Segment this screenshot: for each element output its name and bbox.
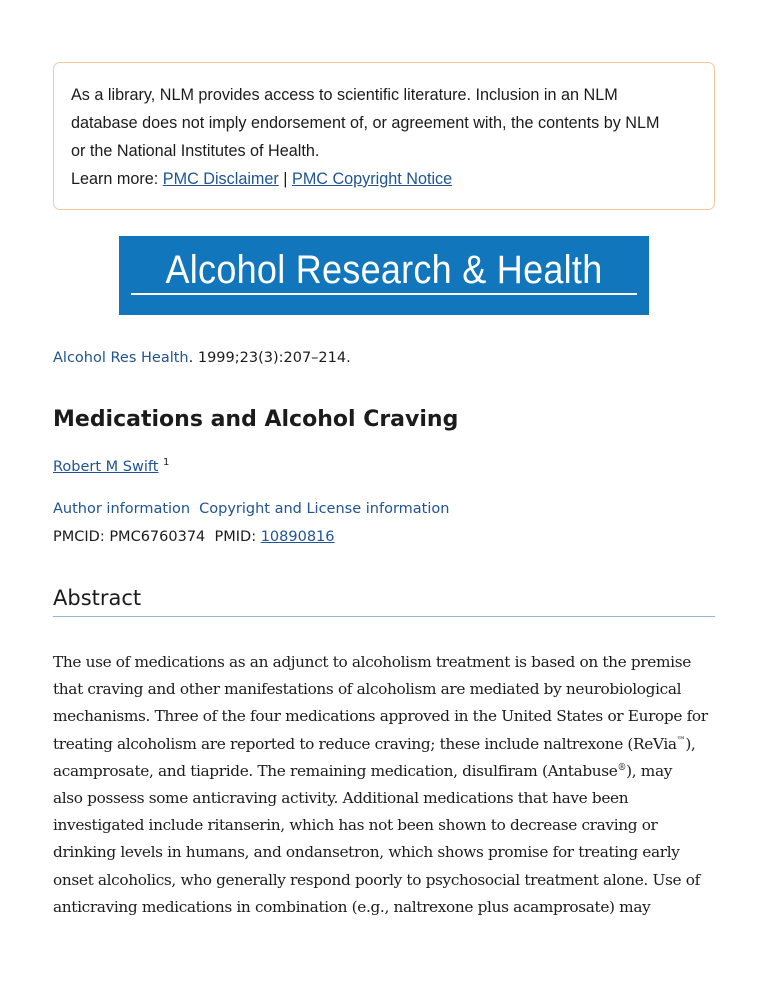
abstract-line: drinking levels in humans, and ondansetron, which shows promise for treating early [53,843,680,862]
disclaimer-line-2: database does not imply endorsement of, or agreement with, the contents by NLM [71,114,660,132]
learn-more-label: Learn more: [71,170,163,188]
author-link[interactable]: Robert M Swift [53,458,159,475]
abstract-line: anticraving medications in combination (e.g., naltrexone plus acamprosate) may [53,897,651,916]
abstract-line: that craving and other manifestations of alcoholism are mediated by neurobiological [53,680,682,699]
citation [53,350,351,366]
article-title: Medications and Alcohol Craving [53,407,459,432]
abstract-line: investigated include ritanserin, which has not been shown to decrease craving or [53,816,658,835]
journal-banner-title: Alcohol Research & Health [165,248,603,292]
abstract-heading: Abstract [53,586,715,617]
abstract-text-segment: ), may [626,761,673,780]
trademark-symbol: ™ [676,735,686,746]
disclaimer-line-3: or the National Institutes of Health. [71,142,320,160]
abstract-text-segment: ), [685,734,696,753]
author-line [53,457,169,475]
abstract-text-segment: acamprosate, and tiapride. The remaining medication, disulfiram (Antabuse [53,761,618,780]
abstract-text-segment: treating alcoholism are reported to reduce craving; these include naltrexone (ReVia [53,734,677,753]
pmc-disclaimer-link[interactable]: PMC Disclaimer [162,170,279,188]
article-ids [53,529,335,545]
abstract-text [53,649,721,921]
pmid-label: PMID: [214,529,261,545]
registered-symbol: ® [617,762,627,773]
journal-link[interactable]: Alcohol Res Health [53,350,189,366]
disclaimer-box [53,62,715,210]
author-affiliation-sup: 1 [163,457,170,468]
journal-banner-rule [131,293,637,295]
disclaimer-line-1: As a library, NLM provides access to scientific literature. Inclusion in an NLM [71,86,618,104]
pmcid: PMCID: PMC6760374 [53,529,206,545]
pmc-copyright-notice-link[interactable]: PMC Copyright Notice [292,170,453,188]
journal-banner [119,236,649,315]
abstract-line [53,731,721,758]
learn-more-line [71,165,697,193]
article-info-links [53,501,449,517]
abstract-line: mechanisms. Three of the four medications approved in the United States or Europe for [53,707,708,726]
author-information-link[interactable]: Author information [53,501,191,517]
link-separator: | [278,170,293,188]
abstract-line: also possess some anticraving activity. Additional medications that have been [53,789,629,808]
pmid-link[interactable]: 10890816 [260,529,335,545]
citation-details: . 1999;23(3):207–214. [188,350,351,366]
abstract-line: onset alcoholics, who generally respond poorly to psychosocial treatment alone. Use of [53,870,700,889]
abstract-line: The use of medications as an adjunct to alcoholism treatment is based on the premise [53,653,691,671]
abstract-line [53,758,721,785]
copyright-license-link[interactable]: Copyright and License information [199,501,450,517]
